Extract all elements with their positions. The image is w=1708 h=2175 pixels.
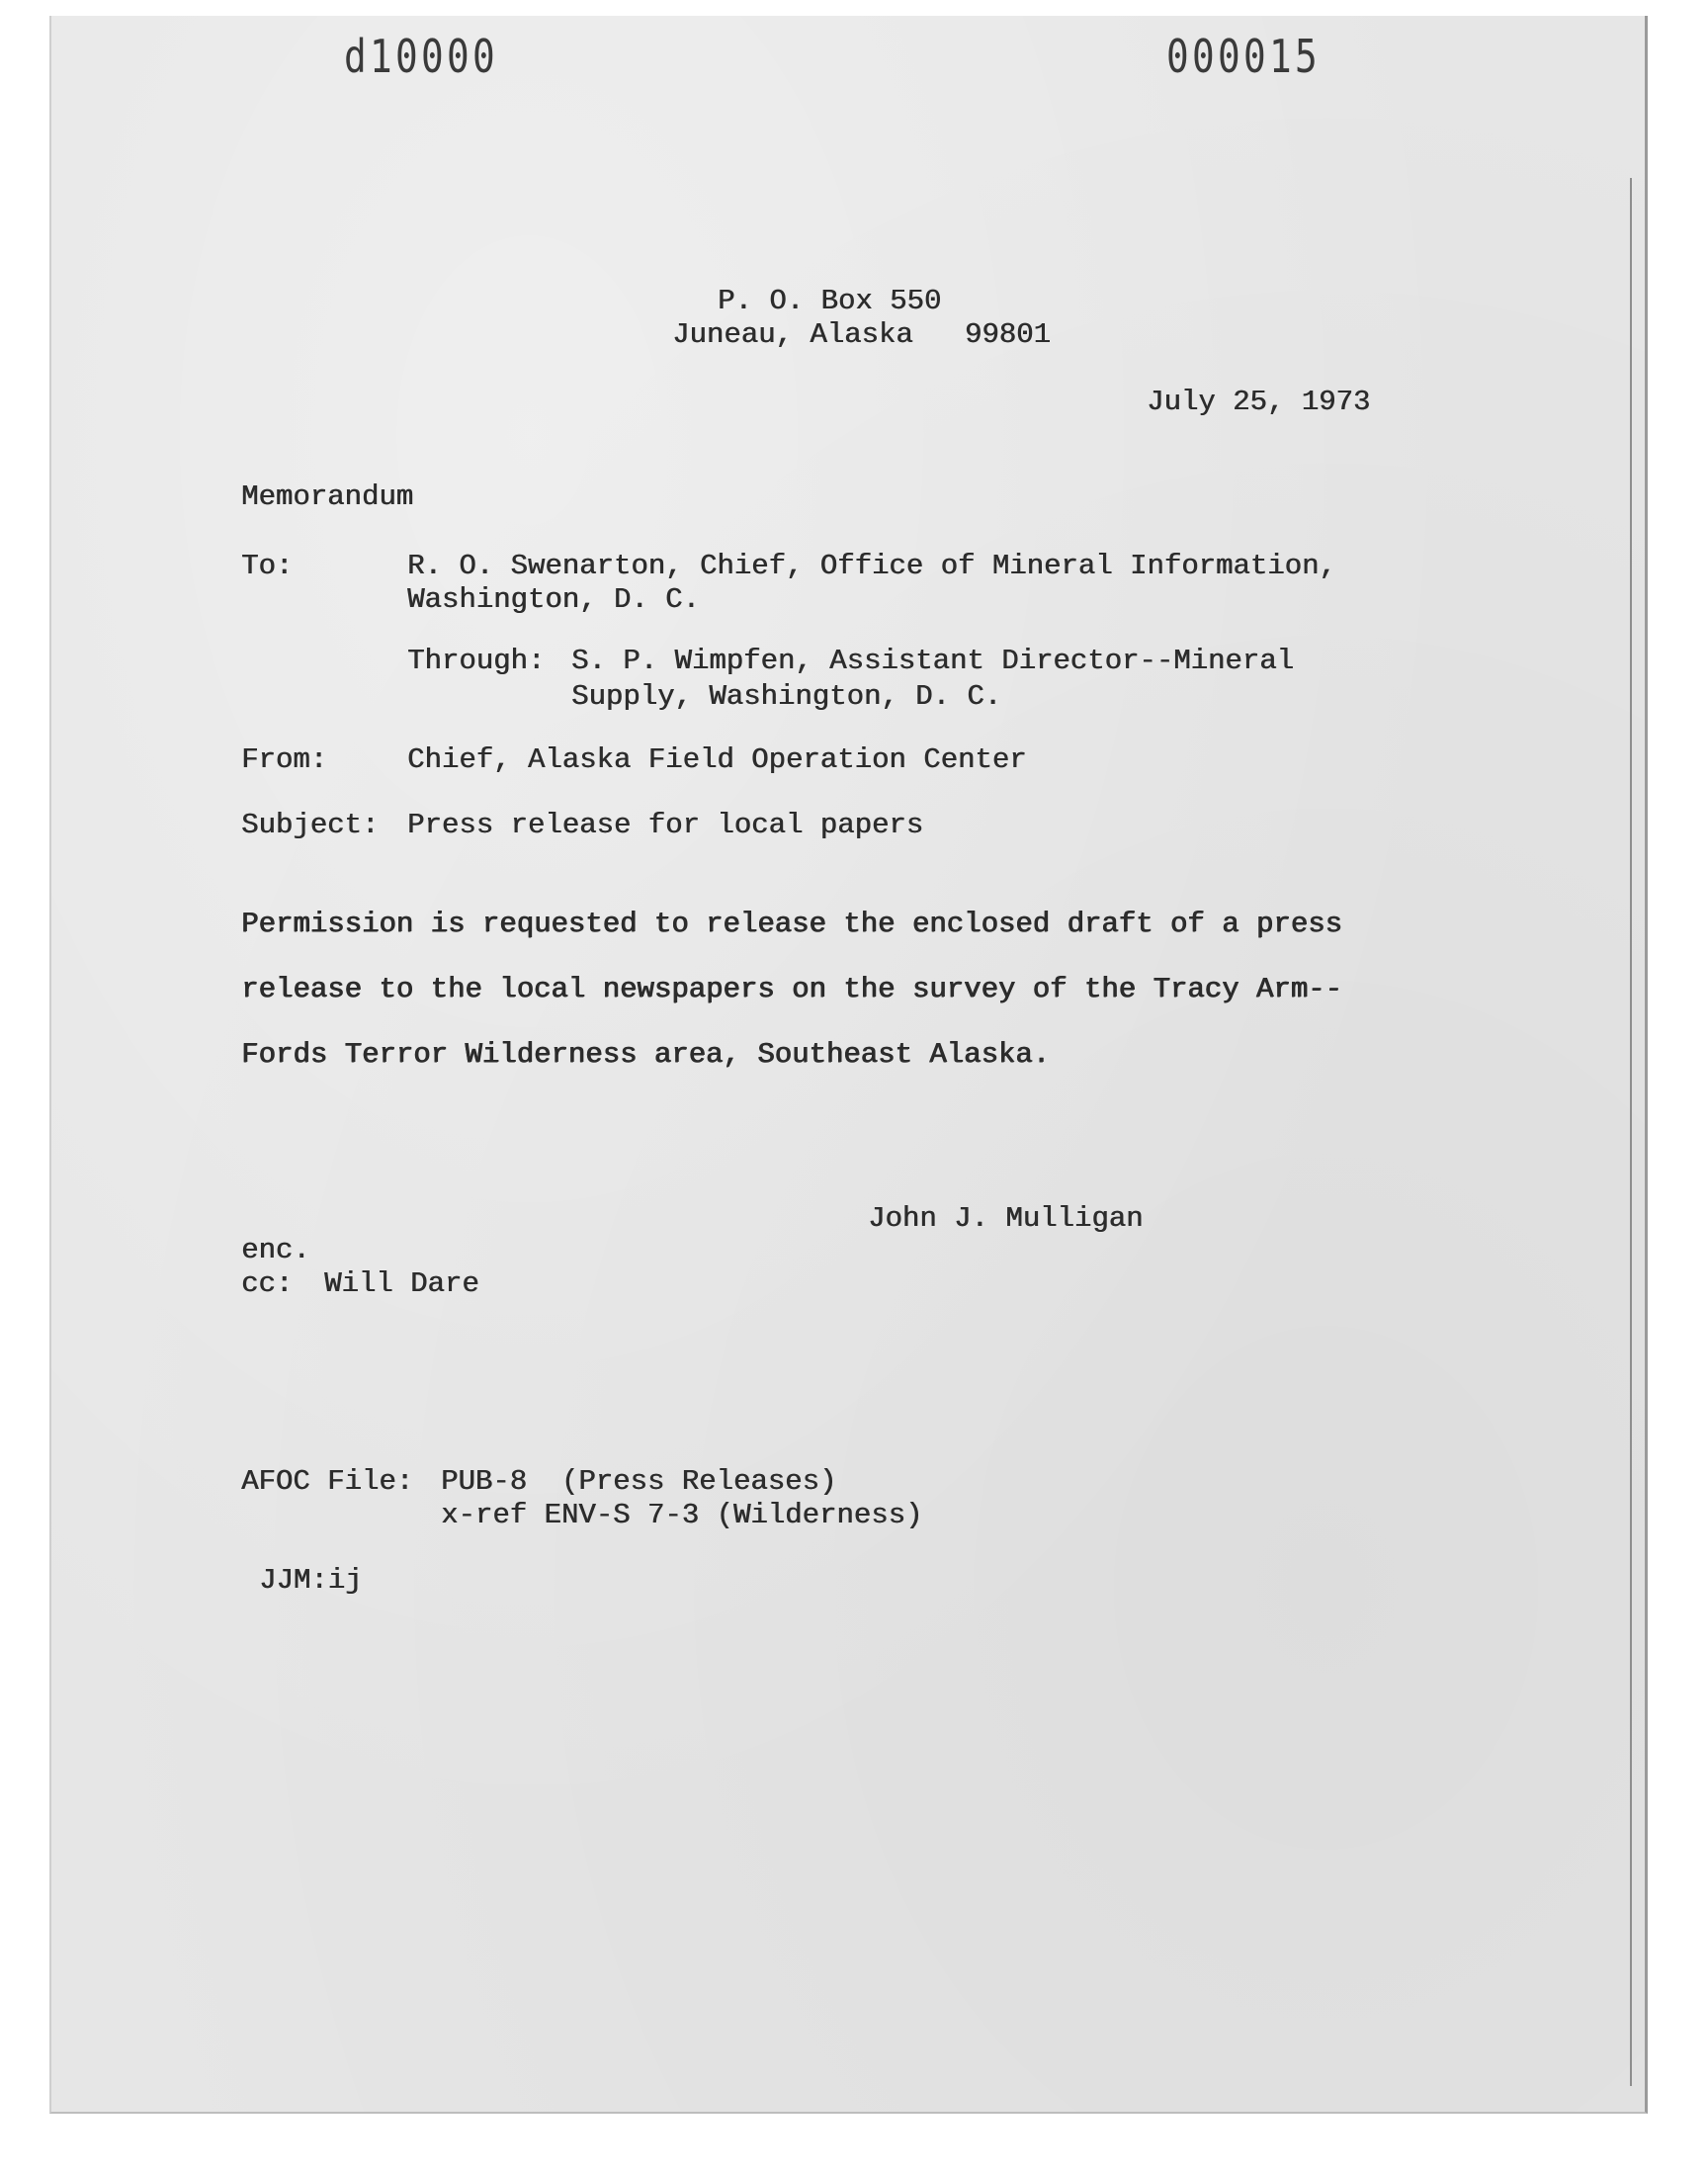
cc-label: cc: [241, 1267, 294, 1300]
from-label: From: [241, 743, 328, 776]
cc-value: Will Dare [324, 1267, 479, 1300]
file-line-2: x-ref ENV-S 7-3 (Wilderness) [441, 1499, 923, 1531]
signature-name: John J. Mulligan [868, 1202, 1144, 1235]
stamp-number-left: d10000 [344, 30, 498, 83]
file-line-1: PUB-8 (Press Releases) [441, 1465, 837, 1498]
letterhead-line-1: P. O. Box 550 [718, 285, 942, 317]
to-line-2: Washington, D. C. [407, 583, 700, 616]
memo-date: July 25, 1973 [1147, 386, 1371, 418]
body-line-3: Fords Terror Wilderness area, Southeast Alaska. [241, 1038, 1050, 1071]
typist-initials: JJM:ij [259, 1564, 363, 1597]
memo-type-heading: Memorandum [241, 480, 414, 513]
file-label: AFOC File: [241, 1465, 414, 1498]
body-line-2: release to the local newspapers on the survey of the Tracy Arm-- [241, 973, 1342, 1005]
through-line-1: S. P. Wimpfen, Assistant Director--Mineral [571, 645, 1294, 677]
stamp-number-right: 000015 [1166, 30, 1321, 83]
page-edge-shadow [1630, 178, 1632, 2086]
letterhead-line-2: Juneau, Alaska 99801 [672, 318, 1051, 351]
subject-value: Press release for local papers [407, 809, 924, 841]
from-value: Chief, Alaska Field Operation Center [407, 743, 1027, 776]
subject-label: Subject: [241, 809, 380, 841]
enclosure-note: enc. [241, 1234, 310, 1266]
to-line-1: R. O. Swenarton, Chief, Office of Mineral Information, [407, 550, 1336, 582]
to-label: To: [241, 550, 294, 582]
through-line-2: Supply, Washington, D. C. [571, 680, 1002, 713]
body-line-1: Permission is requested to release the enclosed draft of a press [241, 908, 1342, 940]
through-label: Through: [407, 645, 546, 677]
